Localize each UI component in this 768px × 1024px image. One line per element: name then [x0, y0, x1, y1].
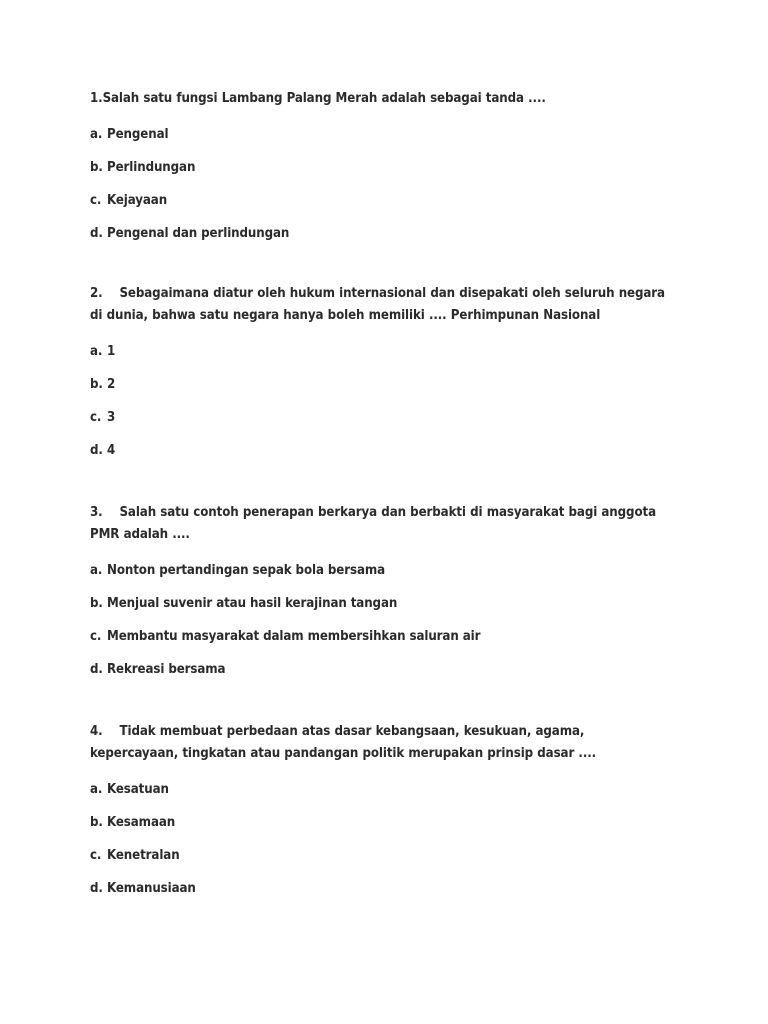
option-text-4a: Kesatuan — [107, 782, 169, 797]
question-spacer-2 — [90, 473, 668, 502]
option-4a[interactable] — [90, 779, 668, 801]
option-text-3b: Menjual suvenir atau hasil kerajinan tangan — [107, 596, 398, 611]
option-letter-2a: a. — [90, 344, 103, 359]
option-text-3c: Membantu masyarakat dalam membersihkan saluran air — [107, 629, 481, 644]
option-letter-2b: b. — [90, 377, 103, 392]
question-list — [90, 88, 668, 911]
option-1a[interactable] — [90, 124, 668, 146]
option-letter-4d: d. — [90, 881, 103, 896]
question-number-3: 3. — [90, 505, 120, 520]
option-letter-4b: b. — [90, 815, 103, 830]
option-letter-3d: d. — [90, 662, 103, 677]
option-letter-1b: b. — [90, 160, 103, 175]
question-spacer-3 — [90, 692, 668, 721]
question-block-3 — [90, 502, 668, 681]
option-letter-2c: c. — [90, 410, 102, 425]
question-spacer-1 — [90, 256, 668, 283]
option-text-1a: Pengenal — [107, 127, 169, 142]
option-1d[interactable] — [90, 223, 668, 245]
option-3d[interactable] — [90, 659, 668, 681]
question-text-2: Sebagaimana diatur oleh hukum internasional dan disepakati oleh seluruh negara di dunia, bahwa satu negara hanya boleh memiliki .... Perhimpunan Nasional — [90, 286, 665, 323]
option-letter-3b: b. — [90, 596, 103, 611]
option-text-4b: Kesamaan — [107, 815, 176, 830]
option-letter-1d: d. — [90, 226, 103, 241]
question-stem-2 — [90, 283, 668, 327]
option-text-1c: Kejayaan — [107, 193, 168, 208]
question-text-1: Salah satu fungsi Lambang Palang Merah adalah sebagai tanda .... — [102, 91, 546, 106]
option-2c[interactable] — [90, 407, 668, 429]
question-block-4 — [90, 721, 668, 900]
option-4c[interactable] — [90, 845, 668, 867]
question-stem-4 — [90, 721, 668, 765]
option-letter-3a: a. — [90, 563, 103, 578]
option-2d[interactable] — [90, 440, 668, 462]
option-2b[interactable] — [90, 374, 668, 396]
option-3a[interactable] — [90, 560, 668, 582]
option-text-2d: 4 — [107, 443, 116, 458]
option-3c[interactable] — [90, 626, 668, 648]
option-letter-4a: a. — [90, 782, 103, 797]
option-text-1d: Pengenal dan perlindungan — [107, 226, 290, 241]
option-letter-2d: d. — [90, 443, 103, 458]
option-4b[interactable] — [90, 812, 668, 834]
question-text-3: Salah satu contoh penerapan berkarya dan berbakti di masyarakat bagi anggota PMR adalah .... — [90, 505, 656, 542]
option-1c[interactable] — [90, 190, 668, 212]
option-text-2b: 2 — [107, 377, 116, 392]
option-text-2c: 3 — [107, 410, 116, 425]
question-number-2: 2. — [90, 286, 120, 301]
option-text-2a: 1 — [107, 344, 116, 359]
question-block-1 — [90, 88, 668, 245]
option-2a[interactable] — [90, 341, 668, 363]
question-number-1: 1. — [90, 91, 103, 106]
option-text-1b: Perlindungan — [107, 160, 196, 175]
option-text-4d: Kemanusiaan — [107, 881, 196, 896]
option-text-4c: Kenetralan — [107, 848, 180, 863]
option-text-3a: Nonton pertandingan sepak bola bersama — [107, 563, 386, 578]
question-stem-3 — [90, 502, 668, 546]
option-3b[interactable] — [90, 593, 668, 615]
option-letter-1c: c. — [90, 193, 102, 208]
option-letter-4c: c. — [90, 848, 102, 863]
option-4d[interactable] — [90, 878, 668, 900]
question-number-4: 4. — [90, 724, 120, 739]
option-letter-3c: c. — [90, 629, 102, 644]
option-1b[interactable] — [90, 157, 668, 179]
question-text-4: Tidak membuat perbedaan atas dasar kebangsaan, kesukuan, agama, kepercayaan, tingkatan atau pandangan politik merupakan prinsip dasar .... — [90, 724, 597, 761]
question-block-2 — [90, 283, 668, 462]
option-text-3d: Rekreasi bersama — [107, 662, 226, 677]
option-letter-1a: a. — [90, 127, 103, 142]
question-stem-1 — [90, 88, 668, 110]
